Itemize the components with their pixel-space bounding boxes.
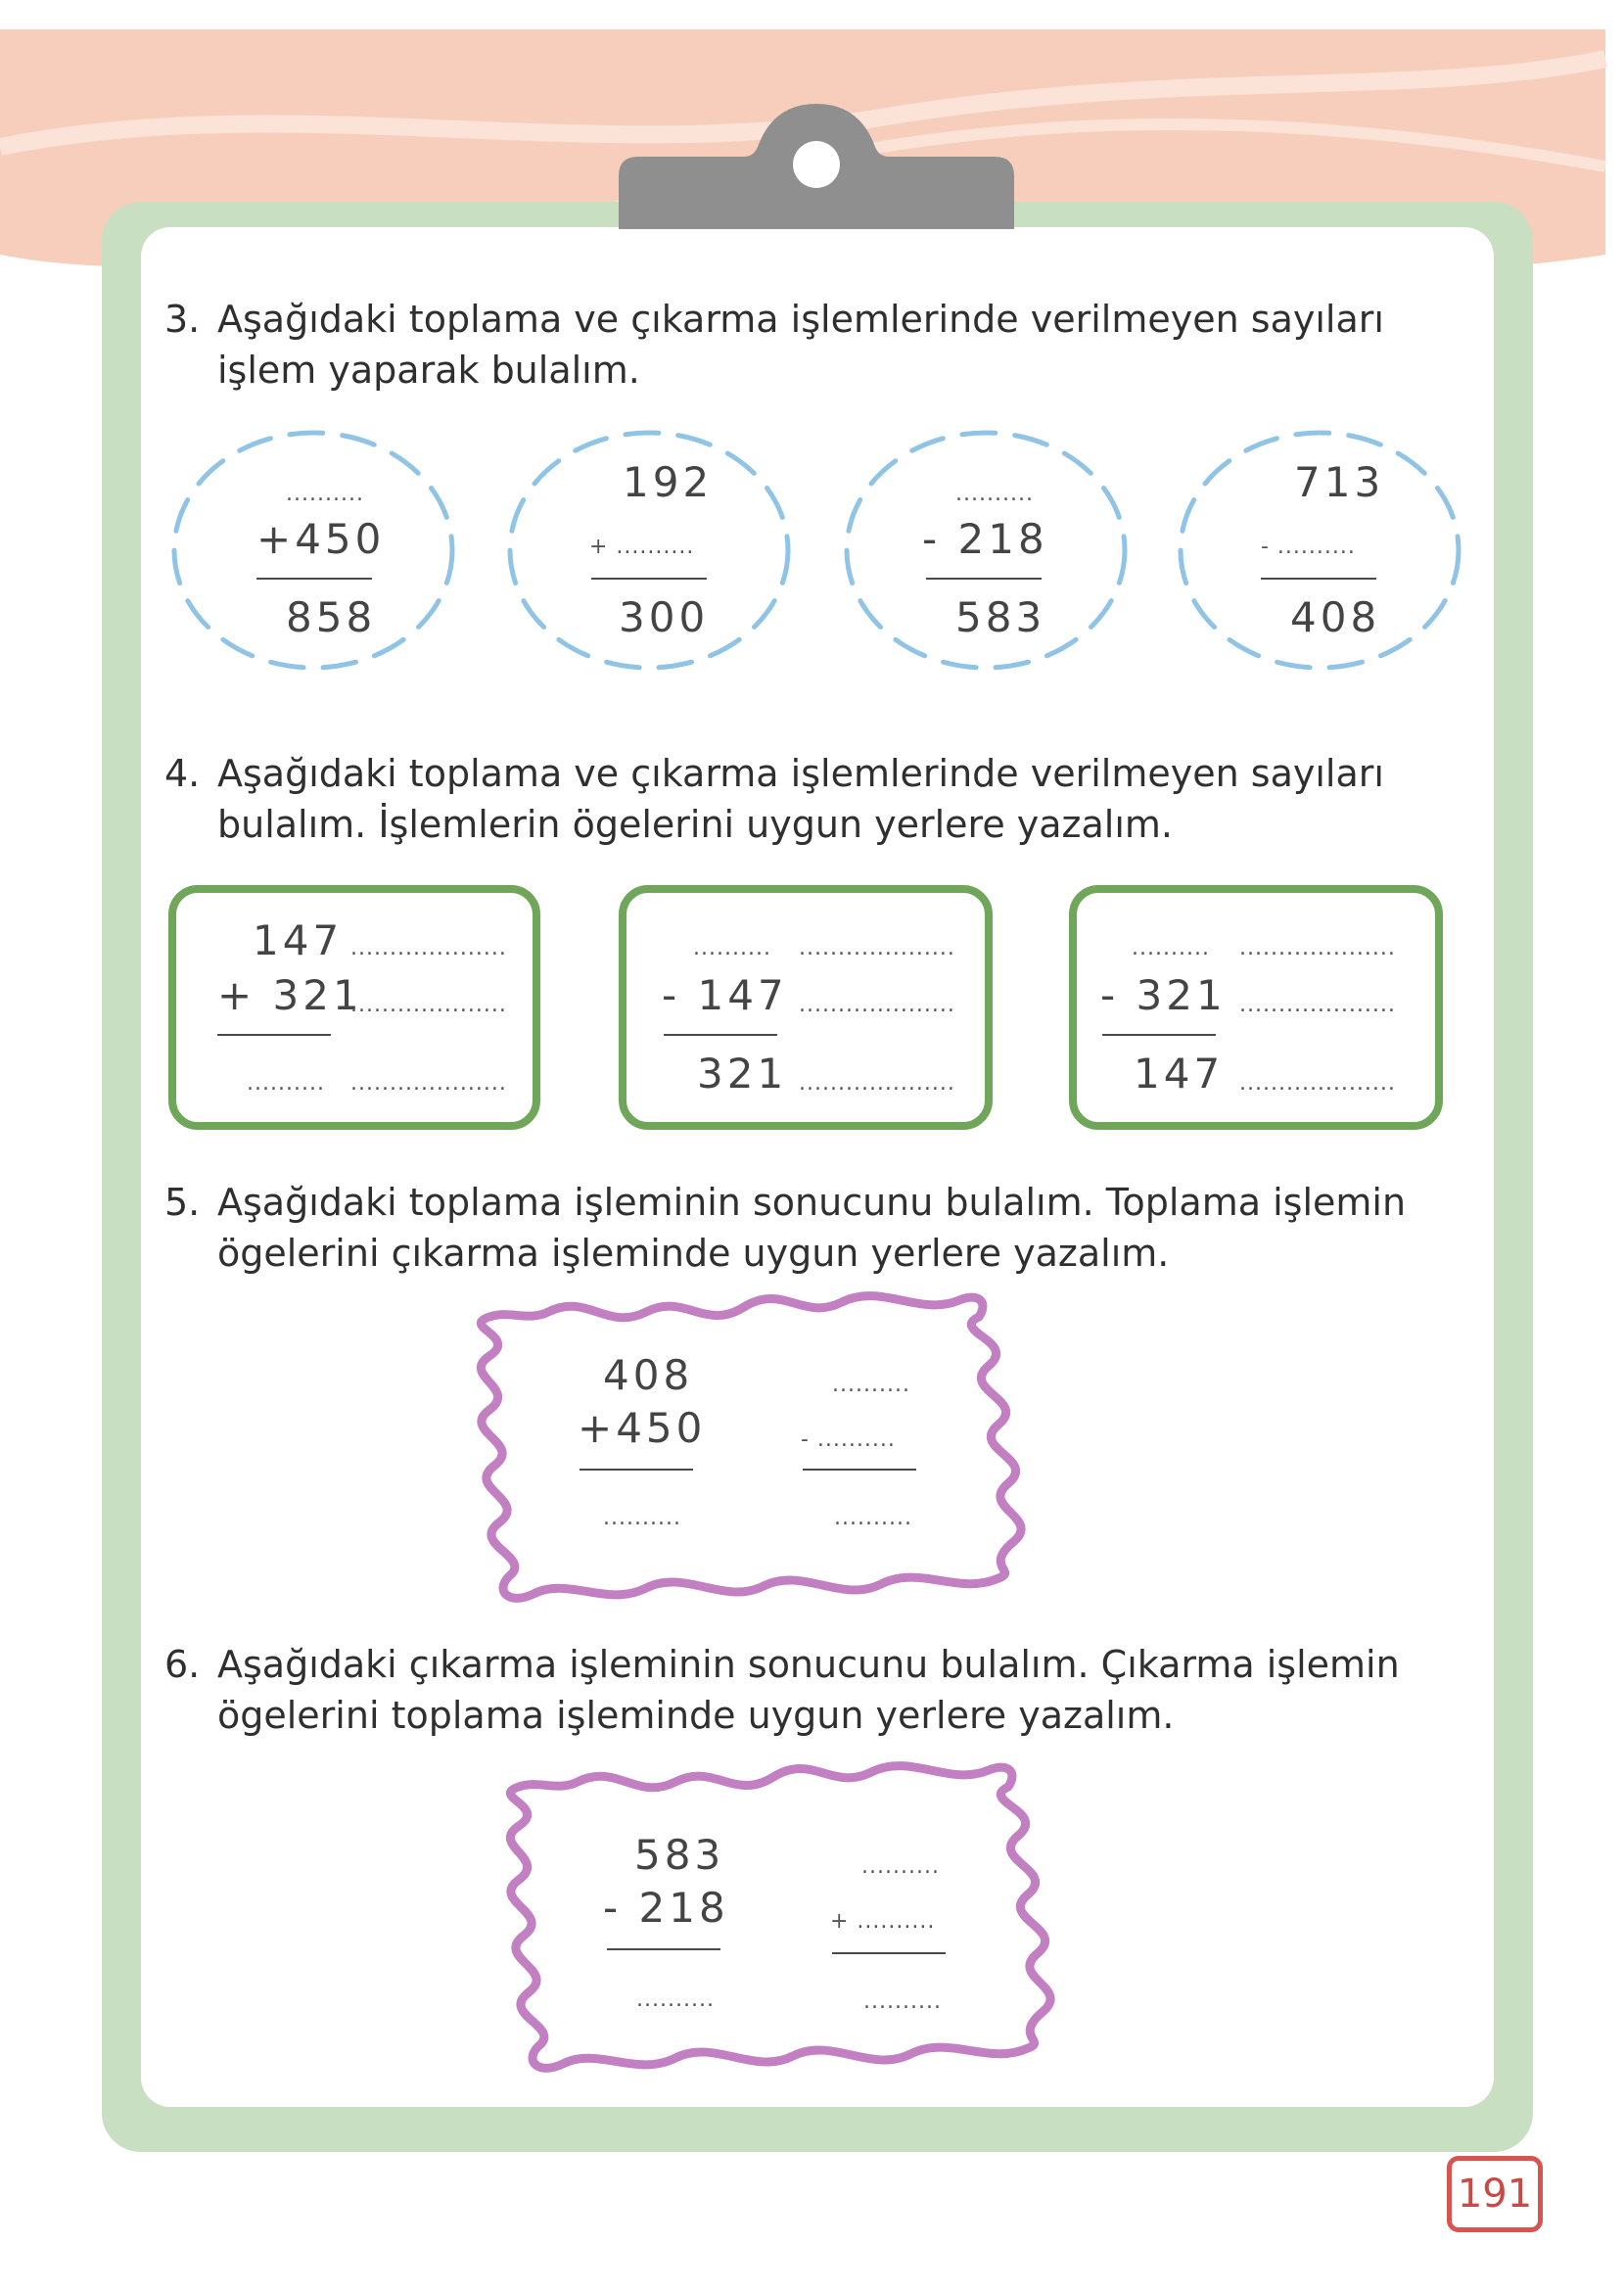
answer-blank[interactable]: .......... xyxy=(955,482,1034,506)
question-3 xyxy=(164,294,1476,396)
operand: 408 xyxy=(603,1351,694,1399)
question-text: Aşağıdaki toplama işleminin sonucunu bulalım. Toplama işlemin ögelerini çıkarma işleminde uygun yerlere yazalım. xyxy=(217,1181,1407,1275)
result-line xyxy=(926,578,1042,580)
operand: - 218 xyxy=(603,1884,729,1932)
question-text: Aşağıdaki çıkarma işleminin sonucunu bulalım. Çıkarma işlemin ögelerini toplama işleminde uygun yerlere yazalım. xyxy=(217,1643,1400,1737)
question-4 xyxy=(164,748,1476,850)
operand: + 321 xyxy=(217,971,363,1019)
answer-blank[interactable]: .......... xyxy=(832,1373,910,1397)
result: 858 xyxy=(286,593,377,641)
term-name-blank[interactable]: .................... xyxy=(799,993,955,1017)
question-number: 6. xyxy=(164,1643,201,1686)
question-text: Aşağıdaki toplama ve çıkarma işlemlerinde verilmeyen sayıları bulalım. İşlemlerin ögelerini uygun yerlere yazalım. xyxy=(217,752,1384,846)
result: 583 xyxy=(955,593,1046,641)
operand: - 147 xyxy=(662,971,788,1019)
answer-blank[interactable]: - .......... xyxy=(801,1427,896,1452)
term-name-blank[interactable]: .................... xyxy=(1239,993,1396,1017)
operand: +450 xyxy=(256,515,386,563)
term-name-blank[interactable]: .................... xyxy=(350,936,507,960)
answer-blank[interactable]: + .......... xyxy=(589,535,695,559)
question-number: 5. xyxy=(164,1181,201,1224)
answer-blank[interactable]: .......... xyxy=(1132,936,1210,960)
result-line xyxy=(256,578,372,580)
question-number: 4. xyxy=(164,752,201,795)
result-line xyxy=(607,1948,720,1950)
answer-blank[interactable]: - .......... xyxy=(1261,535,1356,559)
operand: 583 xyxy=(634,1831,725,1879)
result-line xyxy=(1102,1034,1216,1036)
question-6 xyxy=(164,1639,1476,1741)
result-line xyxy=(580,1469,693,1471)
answer-blank[interactable]: .......... xyxy=(861,1854,940,1879)
result-line xyxy=(591,578,707,580)
operand: 713 xyxy=(1294,458,1385,506)
term-name-blank[interactable]: .................... xyxy=(1239,936,1396,960)
result-line xyxy=(217,1034,331,1036)
operand: - 321 xyxy=(1100,971,1227,1019)
answer-blank[interactable]: .......... xyxy=(863,1989,942,2014)
result-line xyxy=(832,1952,946,1954)
answer-blank[interactable]: + .......... xyxy=(830,1909,936,1934)
operand: +450 xyxy=(578,1404,707,1452)
answer-blank[interactable]: .......... xyxy=(247,1071,325,1096)
operand: - 218 xyxy=(922,515,1048,563)
page-number: 191 xyxy=(1447,2156,1543,2232)
answer-blank[interactable]: .......... xyxy=(603,1506,681,1530)
result: 408 xyxy=(1290,593,1381,641)
operand: 192 xyxy=(623,458,714,506)
answer-blank[interactable]: .......... xyxy=(693,936,771,960)
question-text: Aşağıdaki toplama ve çıkarma işlemlerinde verilmeyen sayıları işlem yaparak bulalım. xyxy=(217,298,1384,392)
result-line xyxy=(1261,578,1376,580)
result-line xyxy=(803,1469,916,1471)
answer-blank[interactable]: .......... xyxy=(834,1506,912,1530)
result: 321 xyxy=(697,1050,788,1098)
answer-blank[interactable]: .......... xyxy=(286,482,364,506)
question-5 xyxy=(164,1177,1476,1279)
term-name-blank[interactable]: .................... xyxy=(799,936,955,960)
operand: 147 xyxy=(253,916,344,964)
result-line xyxy=(664,1034,777,1036)
term-name-blank[interactable]: .................... xyxy=(350,993,507,1017)
term-name-blank[interactable]: .................... xyxy=(799,1071,955,1096)
term-name-blank[interactable]: .................... xyxy=(1239,1071,1396,1096)
answer-blank[interactable]: .......... xyxy=(636,1987,715,2012)
result: 147 xyxy=(1134,1050,1225,1098)
term-name-blank[interactable]: .................... xyxy=(350,1071,507,1096)
question-number: 3. xyxy=(164,298,201,341)
result: 300 xyxy=(619,593,710,641)
